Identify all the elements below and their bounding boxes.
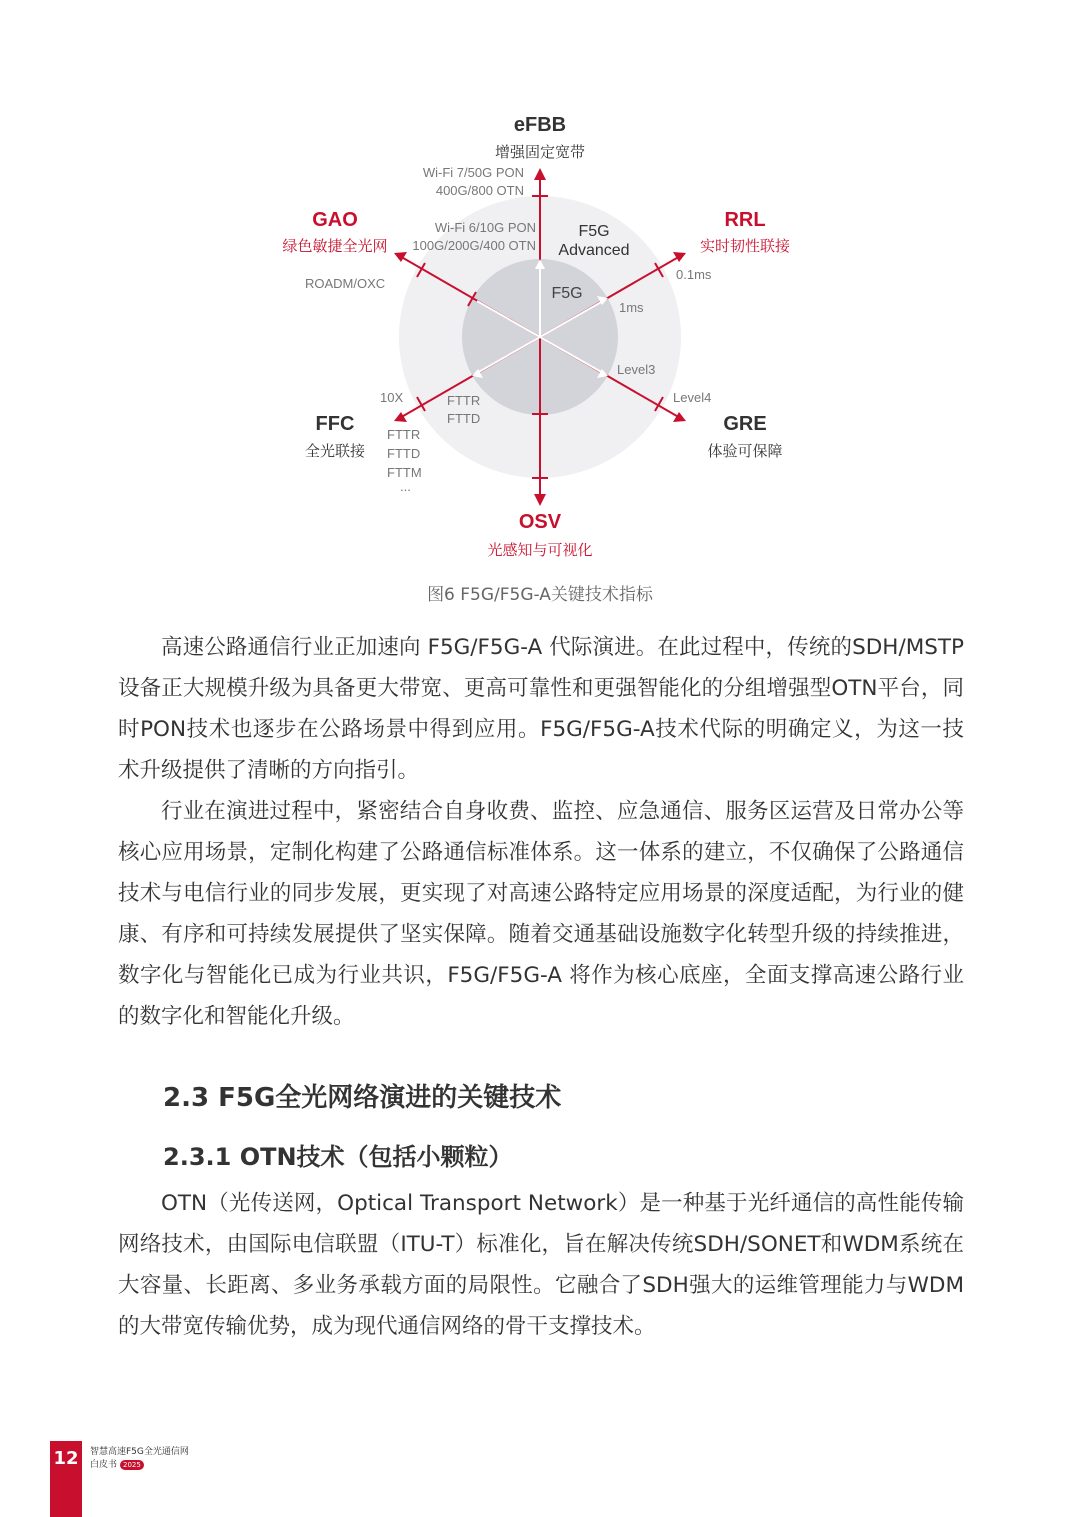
section-heading: 2.3 F5G全光网络演进的关键技术 — [163, 1083, 562, 1113]
axis-subtitle-efbb: 增强固定宽带 — [494, 143, 586, 161]
metric-rrl-inner: 1ms — [619, 300, 644, 315]
axis-name-gre: GRE — [723, 413, 767, 435]
figure-caption: 图6 F5G/F5G-A关键技术指标 — [427, 585, 653, 605]
arrow-rrl — [673, 252, 686, 262]
body-paragraph-2: 行业在演进过程中，紧密结合自身收费、监控、应急通信、服务区运营及日常办公等核心应用场景，定制化构建了公路通信标准体系。这一体系的建立，不仅确保了公路通信技术与电信行业的同步发展，更实现了对高速公路特定应用场景的深度适配，为行业的健康、有序和可持续发展提供了坚实保障。随着交通基础设施数字化转型升级的持续推进，数字化与智能化已成为行业共识，F5G/F5G-A 将作为核心底座，全面支撑高速公路行业的数字化和智能化升级。 — [118, 799, 964, 1029]
arrow-ffc — [394, 412, 407, 422]
metric-efbb-inner-2: 100G/200G/400 OTN — [412, 238, 536, 253]
metric-ffc-list-2: FTTD — [387, 446, 421, 461]
f5g-radar-diagram — [0, 0, 1080, 575]
ring-label-line2: Advanced — [558, 242, 630, 259]
axis-name-efbb: eFBB — [513, 114, 567, 136]
metric-ffc-inner-2: FTTD — [447, 411, 481, 426]
arrow-gre — [673, 412, 686, 422]
metric-efbb-outer-1: Wi-Fi 7/50G PON — [422, 165, 524, 180]
metric-gre-inner: Level3 — [617, 362, 656, 377]
footer-subtitle-text: 白皮书 — [90, 1460, 118, 1470]
axis-subtitle-gao: 绿色敏捷全光网 — [282, 237, 388, 255]
arrow-osv — [534, 494, 546, 506]
page-number: 12 — [53, 1448, 79, 1469]
metric-rrl-outer: 0.1ms — [676, 267, 712, 282]
axis-subtitle-gre: 体验可保障 — [707, 442, 783, 460]
ring-label-line1: F5G — [578, 223, 610, 240]
axis-name-ffc: FFC — [315, 413, 355, 435]
metric-ffc-list-1: FTTR — [387, 427, 421, 442]
subsection-paragraph: OTN（光传送网，Optical Transport Network）是一种基于光纤通信的高性能传输网络技术，由国际电信联盟（ITU-T）标准化，旨在解决传统SDH/SONET和WDM系统在大容量、长距离、多业务承载方面的局限性。它融合了SDH强大的运维管理能力与WDM的大带宽传输优势，成为现代通信网络的骨干支撑技术。 — [118, 1191, 964, 1339]
footer-subtitle — [90, 1459, 144, 1471]
axis-name-osv: OSV — [518, 511, 562, 533]
arrow-gao — [394, 252, 407, 262]
metric-gre-outer: Level4 — [673, 390, 712, 405]
axis-subtitle-rrl: 实时韧性联接 — [699, 237, 791, 255]
metric-efbb-outer-2: 400G/800 OTN — [435, 183, 524, 198]
axis-name-gao: GAO — [312, 209, 358, 231]
footer-year-badge: 2025 — [120, 1460, 144, 1470]
footer-title: 智慧高速F5G全光通信网 — [90, 1447, 189, 1457]
axis-subtitle-osv: 光感知与可视化 — [487, 541, 593, 559]
metric-ffc-list-3: FTTM — [387, 465, 422, 480]
center-label: F5G — [551, 285, 583, 302]
subsection-heading: 2.3.1 OTN技术（包括小颗粒） — [163, 1143, 513, 1171]
axis-name-rrl: RRL — [724, 209, 766, 231]
metric-efbb-inner-1: Wi-Fi 6/10G PON — [434, 220, 536, 235]
metric-ffc-list-4: ... — [400, 479, 411, 494]
metric-ffc-outer: 10X — [380, 390, 404, 405]
metric-ffc-inner-1: FTTR — [447, 393, 481, 408]
metric-gao-outer: ROADM/OXC — [305, 276, 386, 291]
axis-subtitle-ffc: 全光联接 — [304, 442, 366, 460]
arrow-efbb — [534, 168, 546, 180]
body-paragraph-1: 高速公路通信行业正加速向 F5G/F5G-A 代际演进。在此过程中，传统的SDH/MSTP设备正大规模升级为具备更大带宽、更高可靠性和更强智能化的分组增强型OTN平台，同时PON技术也逐步在公路场景中得到应用。F5G/F5G-A技术代际的明确定义，为这一技术升级提供了清晰的方向指引。 — [118, 635, 964, 783]
